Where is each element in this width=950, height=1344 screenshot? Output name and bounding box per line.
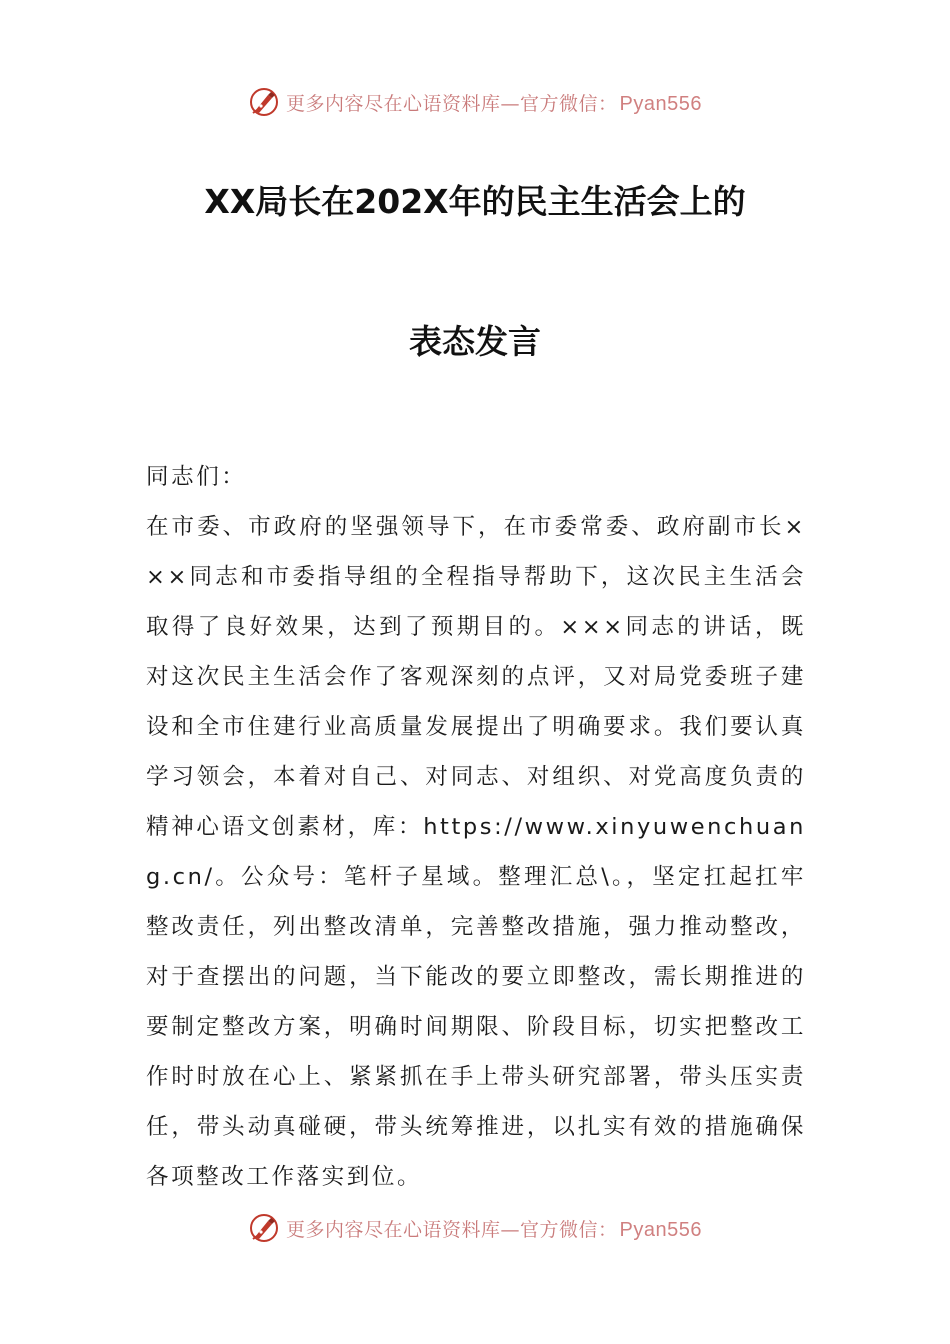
- footer-banner-text: [286, 1215, 702, 1242]
- pen-nib-logo-icon: [248, 1212, 280, 1244]
- footer-banner-wechat-id: Pyan556: [619, 1218, 702, 1241]
- document-body: [146, 452, 806, 1202]
- header-banner: [0, 82, 950, 122]
- salutation: 同志们：: [146, 464, 247, 490]
- footer-banner-content: [248, 1212, 702, 1244]
- header-banner-label: 更多内容尽在心语资料库—官方微信：: [286, 92, 618, 115]
- document-title-line2: 表态发言: [409, 322, 541, 361]
- document-title-line1: XX局长在202X年的民主生活会上的: [204, 182, 746, 221]
- pen-nib-logo-icon: [248, 86, 280, 118]
- body-paragraph: 在市委、市政府的坚强领导下，在市委常委、政府副市长×××同志和市委指导组的全程指导帮助下，这次民主生活会取得了良好效果，达到了预期目的。×××同志的讲话，既对这次民主生活会作了客观深刻的点评，又对局党委班子建设和全市住建行业高质量发展提出了明确要求。我们要认真学习领会，本着对自己、对同志、对组织、对党高度负责的精神心语文创素材，库：https://www.xinyuwenchuang.cn/。公众号：笔杆子星域。整理汇总\。，坚定扛起扛牢整改责任，列出整改清单，完善整改措施，强力推动整改，对于查摆出的问题，当下能改的要立即整改，需长期推进的要制定整改方案，明确时间期限、阶段目标，切实把整改工作时时放在心上、紧紧抓在手上带头研究部署，带头压实责任，带头动真碰硬，带头统筹推进，以扎实有效的措施确保各项整改工作落实到位。: [146, 514, 806, 1190]
- header-banner-text: [286, 89, 702, 116]
- footer-banner-label: 更多内容尽在心语资料库—官方微信：: [286, 1218, 618, 1241]
- footer-banner: [0, 1208, 950, 1248]
- header-banner-wechat-id: Pyan556: [619, 92, 702, 115]
- header-banner-content: [248, 86, 702, 118]
